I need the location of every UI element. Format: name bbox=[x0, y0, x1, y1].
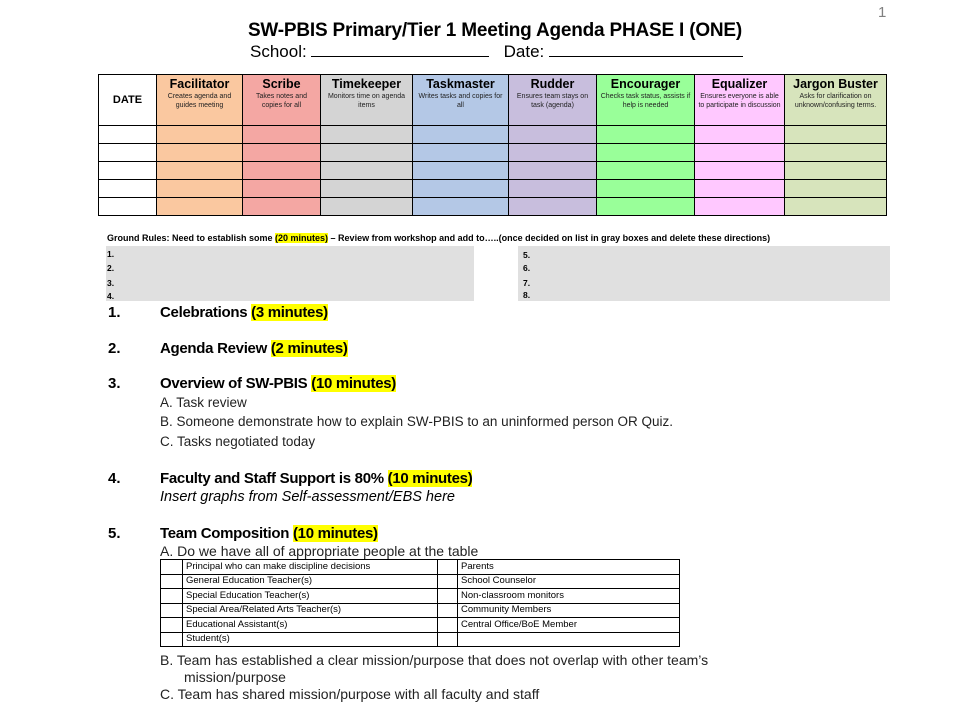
role-name: Scribe bbox=[262, 77, 301, 91]
date-field[interactable] bbox=[549, 42, 743, 57]
role-cell[interactable] bbox=[157, 144, 243, 162]
agenda-item-5: Team Composition (10 minutes) bbox=[160, 525, 378, 542]
role-header bbox=[413, 75, 509, 126]
ground-rules-time: (20 minutes) bbox=[275, 233, 329, 243]
composition-row bbox=[161, 632, 680, 647]
date-cell[interactable] bbox=[99, 198, 157, 216]
agenda-item-1: Celebrations (3 minutes) bbox=[160, 304, 328, 321]
role-name: Rudder bbox=[530, 77, 575, 91]
role-cell[interactable] bbox=[509, 162, 597, 180]
team-composition-table bbox=[160, 559, 680, 647]
role-cell[interactable] bbox=[243, 198, 321, 216]
rule-item: 1. bbox=[107, 249, 115, 259]
checkbox-cell[interactable] bbox=[161, 603, 183, 618]
agenda-num-2: 2. bbox=[108, 340, 121, 357]
agenda-time-2: (2 minutes) bbox=[270, 340, 348, 357]
role-cell[interactable] bbox=[243, 126, 321, 144]
date-cell[interactable] bbox=[99, 144, 157, 162]
agenda-3-sub-c: C. Tasks negotiated today bbox=[160, 434, 316, 449]
checkbox-cell[interactable] bbox=[438, 574, 458, 589]
role-cell[interactable] bbox=[695, 198, 785, 216]
role-cell[interactable] bbox=[243, 162, 321, 180]
date-cell[interactable] bbox=[99, 162, 157, 180]
role-cell[interactable] bbox=[597, 144, 695, 162]
role-cell[interactable] bbox=[157, 180, 243, 198]
role-cell[interactable] bbox=[785, 162, 887, 180]
role-cell[interactable] bbox=[695, 144, 785, 162]
role-cell[interactable] bbox=[413, 126, 509, 144]
roles-table bbox=[98, 74, 887, 216]
role-cell[interactable] bbox=[785, 180, 887, 198]
role-description: Ensures everyone is able to participate in discussion bbox=[698, 93, 781, 109]
role-description: Creates agenda and guides meeting bbox=[167, 93, 232, 109]
school-label: School: bbox=[250, 42, 307, 61]
role-name: Encourager bbox=[610, 77, 681, 91]
role-cell[interactable] bbox=[597, 162, 695, 180]
role-cell[interactable] bbox=[695, 126, 785, 144]
role-cell[interactable] bbox=[695, 162, 785, 180]
role-header bbox=[243, 75, 321, 126]
role-header bbox=[509, 75, 597, 126]
agenda-time-1: (3 minutes) bbox=[251, 304, 328, 321]
composition-row bbox=[161, 603, 680, 618]
member-role: Student(s) bbox=[183, 632, 438, 647]
roles-table-row bbox=[99, 198, 887, 216]
school-field[interactable] bbox=[311, 42, 489, 57]
checkbox-cell[interactable] bbox=[161, 560, 183, 575]
role-description: Checks task status, assists if help is needed bbox=[600, 93, 691, 109]
role-cell[interactable] bbox=[413, 198, 509, 216]
role-cell[interactable] bbox=[509, 180, 597, 198]
role-name: Facilitator bbox=[169, 77, 230, 91]
date-cell[interactable] bbox=[99, 126, 157, 144]
page-title: SW-PBIS Primary/Tier 1 Meeting Agenda PHASE I (ONE) bbox=[247, 20, 743, 41]
rule-item: 8. bbox=[523, 290, 531, 300]
agenda-time-4: (10 minutes) bbox=[387, 470, 473, 487]
member-role: Parents bbox=[458, 560, 680, 575]
rules-box-right[interactable] bbox=[518, 246, 890, 301]
role-cell[interactable] bbox=[509, 144, 597, 162]
role-header bbox=[695, 75, 785, 126]
role-cell[interactable] bbox=[321, 144, 413, 162]
member-role bbox=[458, 632, 680, 647]
date-label: Date: bbox=[503, 42, 545, 61]
role-cell[interactable] bbox=[321, 198, 413, 216]
agenda-3-sub-b: B. Someone demonstrate how to explain SW-PBIS to an uninformed person OR Quiz. bbox=[160, 414, 674, 429]
member-role: Non-classroom monitors bbox=[458, 589, 680, 604]
rule-item: 7. bbox=[523, 278, 531, 288]
checkbox-cell[interactable] bbox=[161, 618, 183, 633]
role-description: Monitors time on agenda items bbox=[327, 93, 406, 109]
agenda-num-4: 4. bbox=[108, 470, 121, 487]
composition-row bbox=[161, 560, 680, 575]
agenda-num-1: 1. bbox=[108, 304, 121, 321]
role-cell[interactable] bbox=[785, 126, 887, 144]
role-cell[interactable] bbox=[597, 198, 695, 216]
school-date-line bbox=[250, 42, 743, 62]
role-cell[interactable] bbox=[597, 180, 695, 198]
composition-row bbox=[161, 574, 680, 589]
role-header bbox=[157, 75, 243, 126]
checkbox-cell[interactable] bbox=[161, 589, 183, 604]
composition-row bbox=[161, 589, 680, 604]
role-description: Writes tasks and copies for all bbox=[418, 93, 503, 109]
roles-table-row bbox=[99, 162, 887, 180]
agenda-4-note: Insert graphs from Self-assessment/EBS here bbox=[160, 489, 455, 505]
role-cell[interactable] bbox=[509, 126, 597, 144]
role-cell[interactable] bbox=[157, 126, 243, 144]
checkbox-cell[interactable] bbox=[438, 618, 458, 633]
role-header bbox=[785, 75, 887, 126]
roles-table-row bbox=[99, 180, 887, 198]
rule-item: 5. bbox=[523, 250, 531, 260]
agenda-5-sub-b: B. Team has established a clear mission/purpose that does not overlap with other team’s bbox=[160, 652, 709, 668]
role-cell[interactable] bbox=[785, 144, 887, 162]
rule-item: 3. bbox=[107, 278, 115, 288]
role-header bbox=[597, 75, 695, 126]
role-name: Timekeeper bbox=[331, 77, 402, 91]
agenda-5-sub-c: C. Team has shared mission/purpose with all faculty and staff bbox=[160, 686, 540, 702]
role-cell[interactable] bbox=[695, 180, 785, 198]
role-name: Jargon Buster bbox=[793, 77, 878, 91]
member-role: Special Area/Related Arts Teacher(s) bbox=[183, 603, 438, 618]
roles-table-row bbox=[99, 126, 887, 144]
role-cell[interactable] bbox=[321, 162, 413, 180]
member-role: School Counselor bbox=[458, 574, 680, 589]
rule-item: 4. bbox=[107, 291, 115, 301]
agenda-item-4: Faculty and Staff Support is 80% (10 minutes) bbox=[160, 470, 473, 487]
member-role: General Education Teacher(s) bbox=[183, 574, 438, 589]
role-cell[interactable] bbox=[413, 162, 509, 180]
role-cell[interactable] bbox=[157, 198, 243, 216]
agenda-5-sub-a: A. Do we have all of appropriate people at the table bbox=[160, 543, 479, 559]
role-cell[interactable] bbox=[785, 198, 887, 216]
ground-rules-suffix: – Review from workshop and add to…..(once decided on list in gray boxes and delete these directions) bbox=[328, 233, 771, 243]
role-cell[interactable] bbox=[413, 180, 509, 198]
role-description: Takes notes and copies for all bbox=[256, 93, 307, 109]
role-cell[interactable] bbox=[321, 126, 413, 144]
ground-rules-prefix: Ground Rules: Need to establish some bbox=[107, 233, 276, 243]
date-header: DATE bbox=[99, 75, 157, 126]
rule-item: 2. bbox=[107, 263, 115, 273]
checkbox-cell[interactable] bbox=[161, 574, 183, 589]
role-cell[interactable] bbox=[597, 126, 695, 144]
rules-box-left[interactable] bbox=[106, 246, 474, 301]
page-number: 1 bbox=[878, 4, 887, 21]
agenda-5-sub-b-cont: mission/purpose bbox=[184, 669, 286, 685]
member-role: Special Education Teacher(s) bbox=[183, 589, 438, 604]
composition-row bbox=[161, 618, 680, 633]
member-role: Central Office/BoE Member bbox=[458, 618, 680, 633]
role-cell[interactable] bbox=[321, 180, 413, 198]
checkbox-cell[interactable] bbox=[438, 560, 458, 575]
member-role: Principal who can make discipline decisions bbox=[183, 560, 438, 575]
agenda-time-5: (10 minutes) bbox=[292, 525, 378, 542]
agenda-time-3: (10 minutes) bbox=[311, 375, 397, 392]
rule-item: 6. bbox=[523, 263, 531, 273]
roles-table-row bbox=[99, 144, 887, 162]
date-cell[interactable] bbox=[99, 180, 157, 198]
role-cell[interactable] bbox=[157, 162, 243, 180]
checkbox-cell[interactable] bbox=[161, 632, 183, 647]
role-name: Taskmaster bbox=[426, 77, 495, 91]
agenda-item-2: Agenda Review (2 minutes) bbox=[160, 340, 348, 357]
checkbox-cell[interactable] bbox=[438, 603, 458, 618]
agenda-item-3: Overview of SW-PBIS (10 minutes) bbox=[160, 375, 397, 392]
role-name: Equalizer bbox=[711, 77, 768, 91]
role-cell[interactable] bbox=[243, 144, 321, 162]
role-cell[interactable] bbox=[243, 180, 321, 198]
checkbox-cell[interactable] bbox=[438, 632, 458, 647]
checkbox-cell[interactable] bbox=[438, 589, 458, 604]
member-role: Educational Assistant(s) bbox=[183, 618, 438, 633]
agenda-3-sub-a: A. Task review bbox=[160, 395, 247, 410]
agenda-num-5: 5. bbox=[108, 525, 121, 542]
role-description: Asks for clarification on unknown/confusing terms. bbox=[794, 93, 877, 109]
role-cell[interactable] bbox=[509, 198, 597, 216]
member-role: Community Members bbox=[458, 603, 680, 618]
role-cell[interactable] bbox=[413, 144, 509, 162]
ground-rules-heading bbox=[107, 233, 770, 243]
agenda-num-3: 3. bbox=[108, 375, 121, 392]
role-description: Ensures team stays on task (agenda) bbox=[516, 93, 589, 109]
role-header bbox=[321, 75, 413, 126]
